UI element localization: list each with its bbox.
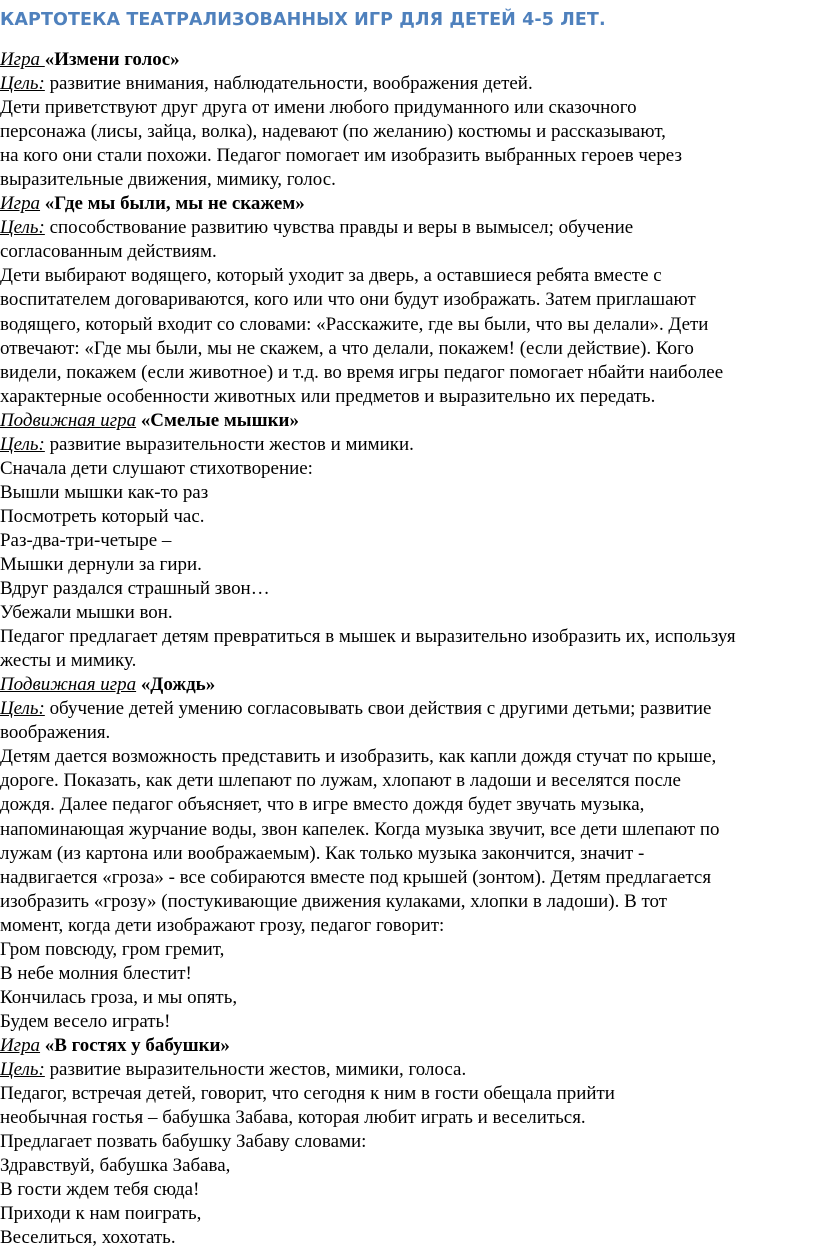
- text-line: Детям дается возможность представить и изобразить, как капли дождя стучат по крыше,: [0, 746, 717, 768]
- goal-line: [0, 697, 814, 721]
- text-line: согласованным действиям.: [0, 241, 217, 263]
- text-line: Приходи к нам поиграть,: [0, 1203, 202, 1225]
- text-line: Дети приветствуют друг друга от имени любого придуманного или сказочного: [0, 97, 637, 119]
- text-line: водящего, который входит со словами: «Расскажите, где вы были, что вы делали». Дети: [0, 313, 709, 335]
- text-line: дороге. Показать, как дети шлепают по лужам, хлопают в ладоши и веселятся после: [0, 770, 681, 792]
- game-heading: [0, 1034, 814, 1058]
- goal-line: [0, 72, 814, 96]
- goal-line: [0, 216, 814, 240]
- text-line: воспитателем договариваются, кого или что они будут изображать. Затем приглашают: [0, 289, 696, 311]
- text-line: на кого они стали похожи. Педагог помогает им изобразить выбранных героев через: [0, 145, 682, 167]
- goal-label: Цель:: [0, 217, 45, 239]
- text-line: напоминающая журчание воды, звон капелек. Когда музыка звучит, все дети шлепают по: [0, 818, 720, 840]
- game-heading: [0, 673, 814, 697]
- text-line: Здравствуй, бабушка Забава,: [0, 1155, 231, 1177]
- game-name: «Измени голос»: [44, 49, 180, 70]
- text-line: В гости ждем тебя сюда!: [0, 1179, 200, 1201]
- text-line: Мышки дернули за гири.: [0, 553, 202, 575]
- text-line: лужам (из картона или воображаемым). Как только музыка закончится, значит -: [0, 842, 645, 864]
- game-heading: [0, 48, 814, 72]
- goal-line: [0, 433, 814, 457]
- game-name: «В гостях у бабушки»: [44, 1034, 230, 1056]
- text-line: Дети выбирают водящего, который уходит за дверь, а оставшиеся ребята вместе с: [0, 265, 662, 287]
- goal-text: развитие выразительности жестов и мимики.: [44, 433, 414, 455]
- game-heading: [0, 409, 814, 433]
- text-line: Вышли мышки как-то раз: [0, 481, 209, 503]
- text-line: изобразить «грозу» (постукивающие движения кулаками, хлопки в ладоши). В тот: [0, 890, 668, 912]
- text-line: выразительные движения, мимику, голос.: [0, 169, 336, 191]
- document-title: КАРТОТЕКА ТЕАТРАЛИЗОВАННЫХ ИГР ДЛЯ ДЕТЕЙ 4-5 ЛЕТ.: [0, 10, 606, 30]
- text-line: воображения.: [0, 722, 111, 744]
- text-line: отвечают: «Где мы были, мы не скажем, а что делали, покажем! (если действие). Кого: [0, 337, 694, 359]
- goal-line: [0, 1058, 814, 1082]
- text-line: Вдруг раздался страшный звон…: [0, 578, 270, 600]
- text-line: Гром повсюду, гром гремит,: [0, 938, 225, 960]
- text-line: Педагог, встречая детей, говорит, что сегодня к ним в гости обещала прийти: [0, 1083, 615, 1105]
- goal-label: Цель:: [0, 433, 45, 455]
- game-name: «Где мы были, мы не скажем»: [44, 193, 305, 215]
- text-line: дождя. Далее педагог объясняет, что в игре вместо дождя будет звучать музыка,: [0, 794, 645, 816]
- game-type-label: Подвижная игра: [0, 409, 137, 431]
- text-line: момент, когда дети изображают грозу, педагог говорит:: [0, 914, 445, 936]
- game-heading: [0, 192, 814, 216]
- goal-text: способствование развитию чувства правды и веры в вымысел; обучение: [44, 217, 634, 239]
- goal-text: развитие внимания, наблюдательности, воображения детей.: [44, 73, 533, 95]
- text-line: Убежали мышки вон.: [0, 602, 173, 624]
- document-body: [0, 48, 816, 1250]
- text-line: Будем весело играть!: [0, 1010, 171, 1032]
- game-type-label: Подвижная игра: [0, 674, 137, 696]
- text-line: надвигается «гроза» - все собираются вместе под крышей (зонтом). Детям предлагается: [0, 866, 712, 888]
- game-name: «Дождь»: [140, 674, 216, 696]
- goal-text: обучение детей умению согласовывать свои действия с другими детьми; развитие: [44, 698, 712, 720]
- text-line: персонажа (лисы, зайца, волка), надевают (по желанию) костюмы и рассказывают,: [0, 121, 666, 143]
- text-line: Сначала дети слушают стихотворение:: [0, 457, 313, 479]
- goal-label: Цель:: [0, 698, 45, 720]
- game-type-label: Игра: [0, 193, 41, 215]
- goal-text: развитие выразительности жестов, мимики, голоса.: [44, 1058, 467, 1080]
- game-type-label: Игра: [0, 1034, 41, 1056]
- text-line: Педагог предлагает детям превратиться в мышек и выразительно изобразить их, используя: [0, 626, 736, 648]
- text-line: Предлагает позвать бабушку Забаву словами:: [0, 1131, 367, 1153]
- text-line: Раз-два-три-четыре –: [0, 529, 172, 551]
- game-name: «Смелые мышки»: [140, 409, 299, 431]
- text-line: видели, покажем (если животное) и т.д. во время игры педагог помогает нбайти наиболее: [0, 361, 724, 383]
- text-line: характерные особенности животных или предметов и выразительно их передать.: [0, 385, 656, 407]
- goal-label: Цель:: [0, 73, 45, 95]
- game-type-label: Игра: [0, 49, 45, 70]
- text-line: необычная гостья – бабушка Забава, которая любит играть и веселиться.: [0, 1107, 586, 1129]
- text-line: Веселиться, хохотать.: [0, 1227, 176, 1249]
- text-line: В небе молния блестит!: [0, 962, 192, 984]
- goal-label: Цель:: [0, 1058, 45, 1080]
- text-line: жесты и мимику.: [0, 650, 137, 672]
- text-line: Посмотреть который час.: [0, 505, 205, 527]
- text-line: Кончилась гроза, и мы опять,: [0, 986, 238, 1008]
